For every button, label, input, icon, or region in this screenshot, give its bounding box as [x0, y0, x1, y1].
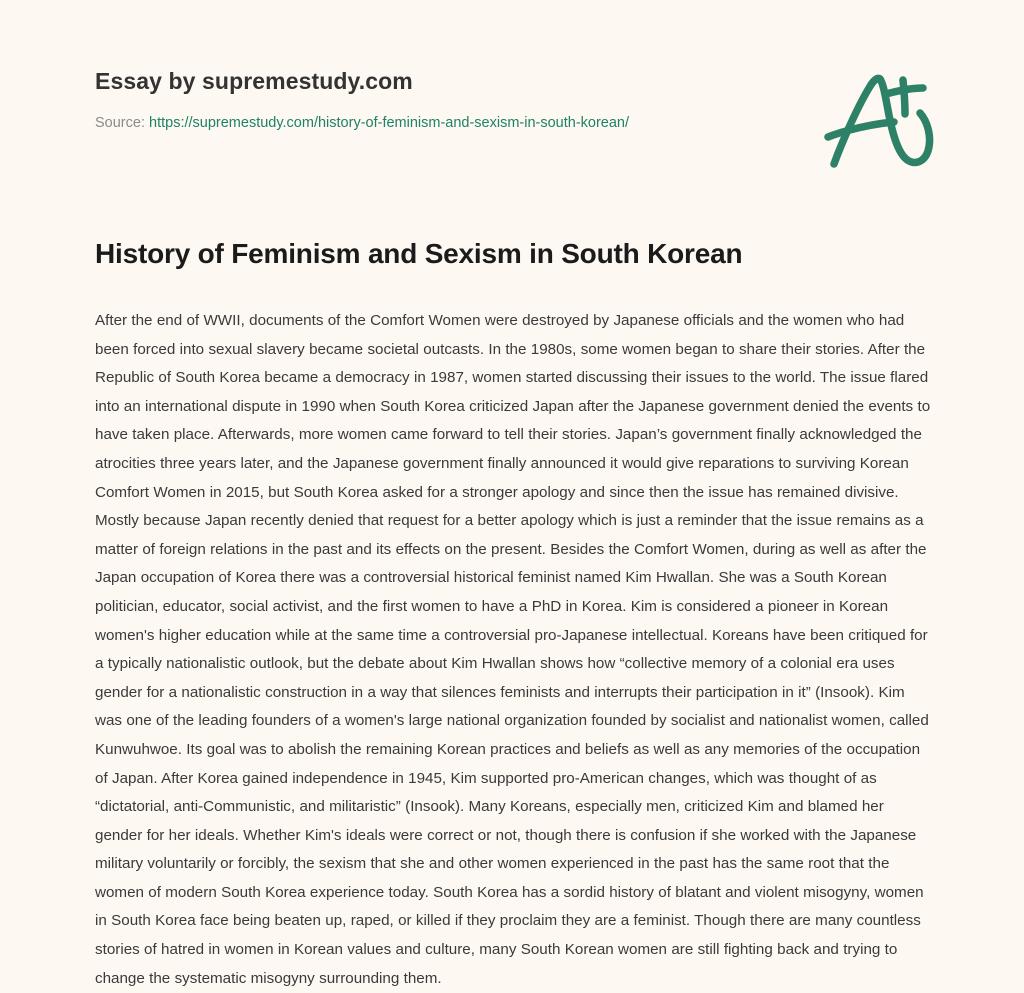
- page-header: [0, 0, 1024, 200]
- a-plus-logo-svg: [812, 58, 952, 178]
- brand-block: [95, 68, 795, 132]
- article: [95, 236, 931, 993]
- a-plus-logo-icon: [812, 58, 952, 178]
- brand-heading: Essay by supremestudy.com: [95, 68, 413, 94]
- page-title: History of Feminism and Sexism in South Korean: [95, 238, 743, 269]
- source-label: Source:: [95, 114, 145, 131]
- article-body-text: After the end of WWII, documents of the Comfort Women were destroyed by Japanese officials and the women who had been forced into sexual slavery became societal outcasts. In the 1980s, some women began to share their stories. After the Republic of South Korea became a democracy in 1987, women started discussing their issues to the world. The issue flared into an international dispute in 1990 when South Korea criticized Japan after the Japanese government denied the events to have taken place. Afterwards, more women came forward to tell their stories. Japan’s government finally acknowledged the atrocities three years later, and the Japanese government finally announced it would give reparations to surviving Korean Comfort Women in 2015, but South Korea asked for a stronger apology and since then the issue has remained divisive. Mostly because Japan recently denied that request for a better apology which is just a reminder that the issue remains as a matter of foreign relations in the past and its effects on the present. Besides the Comfort Women, during as well as after the Japan occupation of Korea there was a controversial historical feminist named Kim Hwallan. She was a South Korean politician, educator, social activist, and the first women to have a PhD in Korea. Kim is considered a pioneer in Korean women's higher education while at the same time a controversial pro-Japanese intellectual. Koreans have been critiqued for a typically nationalistic outlook, but the debate about Kim Hwallan shows how “collective memory of a colonial era uses gender for a nationalistic construction in a way that silences feminists and interrupts their participation in it” (Insook). Kim was one of the leading founders of a women's large national organization founded by socialist and nationalist women, called Kunwuhwoe. Its goal was to abolish the remaining Korean practices and beliefs as well as any memories of the occupation of Japan. After Korea gained independence in 1945, Kim supported pro-American changes, which was thought of as “dictatorial, anti-Communistic, and militaristic” (Insook). Many Koreans, especially men, criticized Kim and blamed her gender for her ideals. Whether Kim's ideals were correct or not, though there is confusion if she worked with the Japanese military voluntarily or forcibly, the sexism that she and other women experienced in the past has the same root that the women of modern South Korea experience today. South Korea has a sordid history of blatant and violent misogyny, women in South Korea face being beaten up, raped, or killed if they proclaim they are a feminist. Though there are many countless stories of hatred in women in Korean values and culture, many South Korean women are still fighting back and trying to change the systematic misogyny surrounding them.: [95, 312, 931, 987]
- source-line: [95, 115, 795, 132]
- source-url-link[interactable]: https://supremestudy.com/history-of-feminism-and-sexism-in-south-korean/: [149, 114, 630, 131]
